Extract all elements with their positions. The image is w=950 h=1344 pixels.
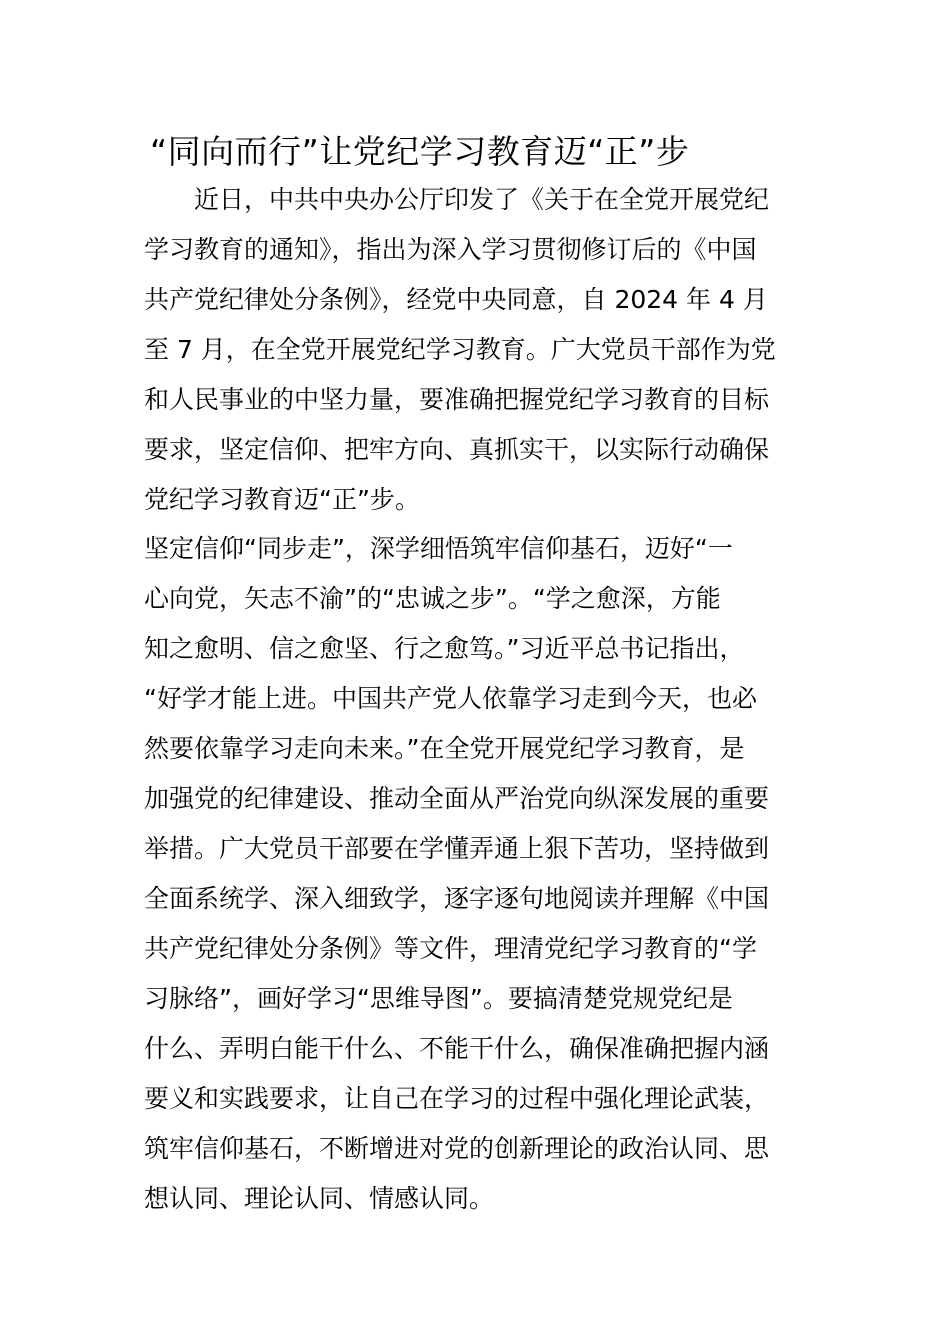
body-line: 党纪学习教育迈“正”步。 bbox=[144, 485, 420, 514]
body-line: 要义和实践要求，让自己在学习的过程中强化理论武装， bbox=[144, 1084, 770, 1113]
body-line: 心向党，矢志不渝”的“忠诚之步”。“学之愈深，方能 bbox=[144, 584, 721, 613]
body-line: 想认同、理论认同、情感认同。 bbox=[144, 1184, 495, 1213]
body-line: 什么、弄明白能干什么、不能干什么，确保准确把握内涵 bbox=[144, 1034, 770, 1063]
document-title: “同向而行”让党纪学习教育迈“正”步 bbox=[150, 132, 690, 171]
body-line: 共产党纪律处分条例》等文件，理清党纪学习教育的“学 bbox=[144, 934, 757, 963]
body-line: 筑牢信仰基石，不断增进对党的创新理论的政治认同、思 bbox=[144, 1134, 770, 1163]
body-line: 习脉络”，画好学习“思维导图”。要搞清楚党规党纪是 bbox=[144, 984, 733, 1013]
body-line: 学习教育的通知》，指出为深入学习贯彻修订后的《中国 bbox=[144, 235, 757, 264]
body-line: 加强党的纪律建设、推动全面从严治党向纵深发展的重要 bbox=[144, 784, 770, 813]
body-line: 知之愈明、信之愈坚、行之愈笃。”习近平总书记指出， bbox=[144, 634, 745, 663]
body-line: 共产党纪律处分条例》，经党中央同意，自 2024 年 4 月 bbox=[144, 285, 768, 314]
body-line: 要求，坚定信仰、把牢方向、真抓实干，以实际行动确保 bbox=[144, 435, 770, 464]
body-line: 然要依靠学习走向未来。”在全党开展党纪学习教育，是 bbox=[144, 734, 745, 763]
body-line: 和人民事业的中坚力量，要准确把握党纪学习教育的目标 bbox=[144, 385, 770, 414]
body-line: “好学才能上进。中国共产党人依靠学习走到今天，也必 bbox=[144, 684, 757, 713]
body-line: 坚定信仰“同步走”，深学细悟筑牢信仰基石，迈好“一 bbox=[144, 534, 733, 563]
body-line: 举措。广大党员干部要在学懂弄通上狠下苦功，坚持做到 bbox=[144, 834, 770, 863]
body-line: 全面系统学、深入细致学，逐字逐句地阅读并理解《中国 bbox=[144, 884, 770, 913]
body-line: 近日，中共中央办公厅印发了《关于在全党开展党纪 bbox=[144, 185, 770, 214]
body-line: 至 7 月，在全党开展党纪学习教育。广大党员干部作为党 bbox=[144, 335, 776, 364]
